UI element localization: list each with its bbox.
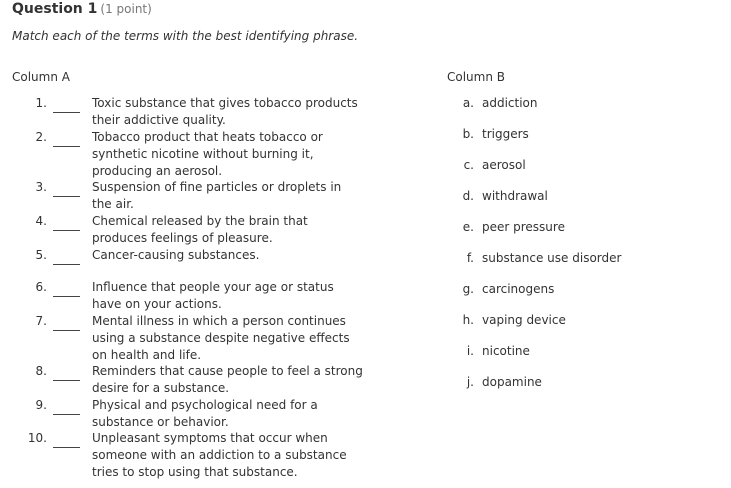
column-b-item <box>458 281 554 298</box>
column-b-item <box>458 219 565 236</box>
item-number: 1. <box>35 96 47 110</box>
item-number: 9. <box>35 398 47 412</box>
item-letter: h. <box>462 313 474 327</box>
item-number: 2. <box>35 130 47 144</box>
item-phrase: Cancer-causing substances. <box>92 248 260 262</box>
item-term: aerosol <box>482 158 526 172</box>
question-points: (1 point) <box>100 2 152 16</box>
item-number: 3. <box>35 180 47 194</box>
answer-blank[interactable] <box>53 230 80 231</box>
item-letter: i. <box>466 344 474 358</box>
column-a-heading: Column A <box>12 70 70 84</box>
answer-blank[interactable] <box>53 296 80 297</box>
item-letter: e. <box>462 220 474 234</box>
item-letter: d. <box>462 189 474 203</box>
answer-blank[interactable] <box>53 380 80 381</box>
item-letter: g. <box>462 282 474 296</box>
item-phrase: Tobacco product that heats tobacco or synthetic nicotine without burning it, producing an aerosol. <box>92 130 323 178</box>
instructions: Match each of the terms with the best identifying phrase. <box>12 29 359 43</box>
answer-blank[interactable] <box>53 414 80 415</box>
item-number: 8. <box>35 364 47 378</box>
item-phrase: Mental illness in which a person continues using a substance despite negative effects on health and life. <box>92 314 350 362</box>
item-term: dopamine <box>482 375 542 389</box>
answer-blank[interactable] <box>53 112 80 113</box>
item-term: addiction <box>482 96 538 110</box>
answer-blank[interactable] <box>53 146 80 147</box>
item-number: 5. <box>35 248 47 262</box>
item-number: 4. <box>35 214 47 228</box>
item-number: 6. <box>35 280 47 294</box>
item-letter: c. <box>463 158 474 172</box>
answer-blank[interactable] <box>53 330 80 331</box>
item-term: substance use disorder <box>482 251 622 265</box>
column-b-item <box>458 343 530 360</box>
item-letter: a. <box>462 96 474 110</box>
item-phrase: Suspension of fine particles or droplets in the air. <box>92 180 342 211</box>
item-term: carcinogens <box>482 282 555 296</box>
item-letter: f. <box>466 251 474 265</box>
item-number: 10. <box>27 431 47 445</box>
answer-blank[interactable] <box>53 196 80 197</box>
column-b-item <box>458 312 566 329</box>
column-b-item <box>458 374 542 391</box>
item-phrase: Reminders that cause people to feel a strong desire for a substance. <box>92 364 363 395</box>
item-term: peer pressure <box>482 220 565 234</box>
column-b-heading: Column B <box>447 70 506 84</box>
item-term: triggers <box>482 127 529 141</box>
column-b-item <box>458 188 548 205</box>
column-b-item <box>458 157 526 174</box>
column-b-item <box>458 95 538 112</box>
item-term: vaping device <box>482 313 566 327</box>
item-phrase: Chemical released by the brain that produces feelings of pleasure. <box>92 214 308 245</box>
answer-blank[interactable] <box>53 264 80 265</box>
item-term: nicotine <box>482 344 530 358</box>
question-number: Question 1 <box>12 1 98 17</box>
question-title <box>12 1 152 17</box>
item-letter: j. <box>466 375 474 389</box>
item-phrase: Physical and psychological need for a substance or behavior. <box>92 398 318 429</box>
column-b-item <box>458 250 621 267</box>
answer-blank[interactable] <box>53 447 80 448</box>
item-phrase: Toxic substance that gives tobacco products their addictive quality. <box>92 96 358 127</box>
item-term: withdrawal <box>482 189 548 203</box>
column-b-item <box>458 126 529 143</box>
item-phrase: Unpleasant symptoms that occur when someone with an addiction to a substance tries to stop using that substance. <box>92 431 347 479</box>
item-phrase: Influence that people your age or status have on your actions. <box>92 280 334 311</box>
item-number: 7. <box>35 314 47 328</box>
item-letter: b. <box>462 127 474 141</box>
